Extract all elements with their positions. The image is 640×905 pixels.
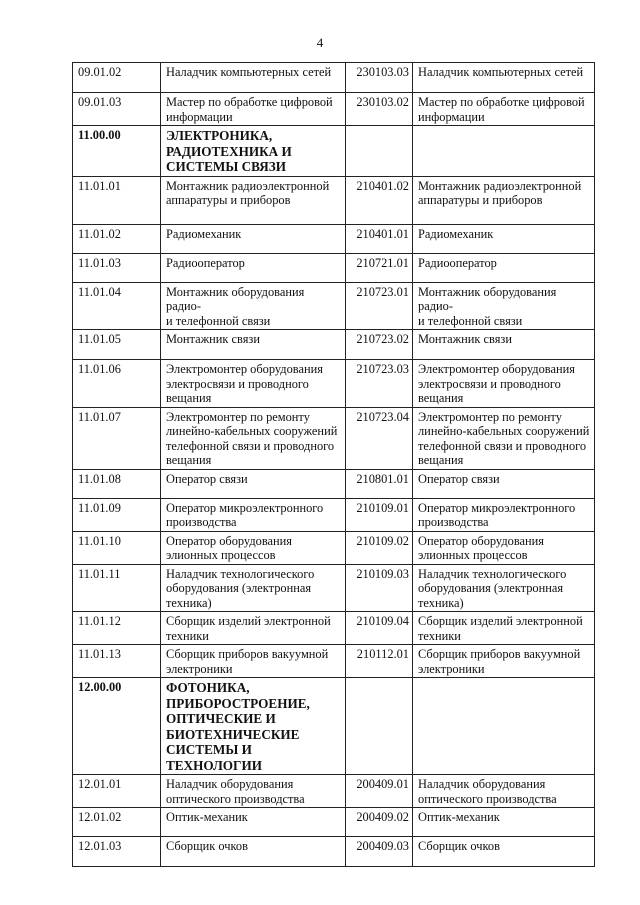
title-cell: Монтажник радиоэлектронной аппаратуры и приборов (161, 176, 346, 224)
table-row (73, 93, 595, 126)
title-cell: Электромонтер оборудования электросвязи и проводного вещания (161, 360, 346, 408)
new-code-cell: 210401.02 (346, 176, 413, 224)
code-cell: 12.01.01 (73, 775, 161, 808)
title-cell: Оператор микроэлектронного производства (161, 498, 346, 531)
table-row (73, 808, 595, 837)
title-cell: Оптик-механик (161, 808, 346, 837)
table-row (73, 498, 595, 531)
code-cell: 12.00.00 (73, 678, 161, 775)
code-cell: 11.01.03 (73, 253, 161, 282)
new-code-cell: 230103.03 (346, 63, 413, 93)
table-row (73, 330, 595, 360)
new-title-cell: Мастер по обработке цифровой информации (413, 93, 595, 126)
new-code-cell: 210401.01 (346, 224, 413, 253)
title-cell: Оператор связи (161, 469, 346, 498)
code-cell: 11.01.07 (73, 407, 161, 469)
title-cell: Монтажник связи (161, 330, 346, 360)
code-cell: 12.01.03 (73, 837, 161, 867)
title-cell: Электромонтер по ремонту линейно-кабельных сооружений телефонной связи и проводного вещания (161, 407, 346, 469)
new-code-cell (346, 126, 413, 177)
new-code-cell: 200409.02 (346, 808, 413, 837)
table-row (73, 837, 595, 867)
code-cell: 11.01.09 (73, 498, 161, 531)
code-cell: 09.01.03 (73, 93, 161, 126)
code-cell: 11.00.00 (73, 126, 161, 177)
code-cell: 09.01.02 (73, 63, 161, 93)
new-title-cell: Электромонтер оборудования электросвязи и проводного вещания (413, 360, 595, 408)
title-cell: Радиомеханик (161, 224, 346, 253)
title-cell: Наладчик оборудования оптического производства (161, 775, 346, 808)
new-title-cell (413, 678, 595, 775)
table-body (73, 63, 595, 867)
new-title-cell: Монтажник связи (413, 330, 595, 360)
table-row (73, 63, 595, 93)
table-row (73, 224, 595, 253)
new-title-cell: Монтажник радиоэлектронной аппаратуры и приборов (413, 176, 595, 224)
new-code-cell: 210109.01 (346, 498, 413, 531)
code-cell: 11.01.01 (73, 176, 161, 224)
section-row (73, 678, 595, 775)
new-code-cell: 210721.01 (346, 253, 413, 282)
new-title-cell: Оптик-механик (413, 808, 595, 837)
code-cell: 11.01.02 (73, 224, 161, 253)
new-title-cell: Радиооператор (413, 253, 595, 282)
new-code-cell: 210723.02 (346, 330, 413, 360)
table-row (73, 775, 595, 808)
title-cell: Сборщик изделий электронной техники (161, 612, 346, 645)
table-row (73, 253, 595, 282)
table-row (73, 360, 595, 408)
title-cell: Оператор оборудования элионных процессов (161, 531, 346, 564)
new-title-cell: Оператор оборудования элионных процессов (413, 531, 595, 564)
new-title-cell (413, 126, 595, 177)
profession-code-table (72, 62, 595, 867)
new-code-cell: 210109.02 (346, 531, 413, 564)
code-cell: 11.01.08 (73, 469, 161, 498)
code-cell: 11.01.13 (73, 645, 161, 678)
title-cell: Радиооператор (161, 253, 346, 282)
table-row (73, 469, 595, 498)
new-title-cell: Радиомеханик (413, 224, 595, 253)
title-cell: ЭЛЕКТРОНИКА, РАДИОТЕХНИКА И СИСТЕМЫ СВЯЗИ (161, 126, 346, 177)
section-row (73, 126, 595, 177)
new-title-cell: Монтажник оборудования радио- и телефонной связи (413, 282, 595, 330)
new-title-cell: Наладчик технологического оборудования (электронная техника) (413, 564, 595, 612)
new-code-cell: 210112.01 (346, 645, 413, 678)
table-row (73, 564, 595, 612)
code-cell: 11.01.04 (73, 282, 161, 330)
new-title-cell: Оператор микроэлектронного производства (413, 498, 595, 531)
new-code-cell: 230103.02 (346, 93, 413, 126)
new-code-cell: 210723.04 (346, 407, 413, 469)
title-cell: ФОТОНИКА, ПРИБОРОСТРОЕНИЕ, ОПТИЧЕСКИЕ И БИОТЕХНИЧЕСКИЕ СИСТЕМЫ И ТЕХНОЛОГИИ (161, 678, 346, 775)
title-cell: Наладчик компьютерных сетей (161, 63, 346, 93)
title-cell: Наладчик технологического оборудования (электронная техника) (161, 564, 346, 612)
new-code-cell: 210109.04 (346, 612, 413, 645)
title-cell: Мастер по обработке цифровой информации (161, 93, 346, 126)
new-code-cell: 200409.03 (346, 837, 413, 867)
title-cell: Монтажник оборудования радио- и телефонной связи (161, 282, 346, 330)
page-number: 4 (316, 35, 324, 50)
code-cell: 12.01.02 (73, 808, 161, 837)
code-cell: 11.01.10 (73, 531, 161, 564)
table-row (73, 176, 595, 224)
new-code-cell: 210801.01 (346, 469, 413, 498)
new-title-cell: Электромонтер по ремонту линейно-кабельных сооружений телефонной связи и проводного вещания (413, 407, 595, 469)
table-row (73, 282, 595, 330)
new-title-cell: Сборщик изделий электронной техники (413, 612, 595, 645)
table-row (73, 407, 595, 469)
table-row (73, 612, 595, 645)
new-title-cell: Оператор связи (413, 469, 595, 498)
new-code-cell: 210723.03 (346, 360, 413, 408)
new-title-cell: Наладчик оборудования оптического производства (413, 775, 595, 808)
new-title-cell: Наладчик компьютерных сетей (413, 63, 595, 93)
table-row (73, 645, 595, 678)
code-cell: 11.01.12 (73, 612, 161, 645)
new-code-cell (346, 678, 413, 775)
table-row (73, 531, 595, 564)
title-cell: Сборщик очков (161, 837, 346, 867)
new-title-cell: Сборщик приборов вакуумной электроники (413, 645, 595, 678)
code-cell: 11.01.11 (73, 564, 161, 612)
new-title-cell: Сборщик очков (413, 837, 595, 867)
new-code-cell: 210109.03 (346, 564, 413, 612)
new-code-cell: 210723.01 (346, 282, 413, 330)
new-code-cell: 200409.01 (346, 775, 413, 808)
code-cell: 11.01.05 (73, 330, 161, 360)
title-cell: Сборщик приборов вакуумной электроники (161, 645, 346, 678)
code-cell: 11.01.06 (73, 360, 161, 408)
